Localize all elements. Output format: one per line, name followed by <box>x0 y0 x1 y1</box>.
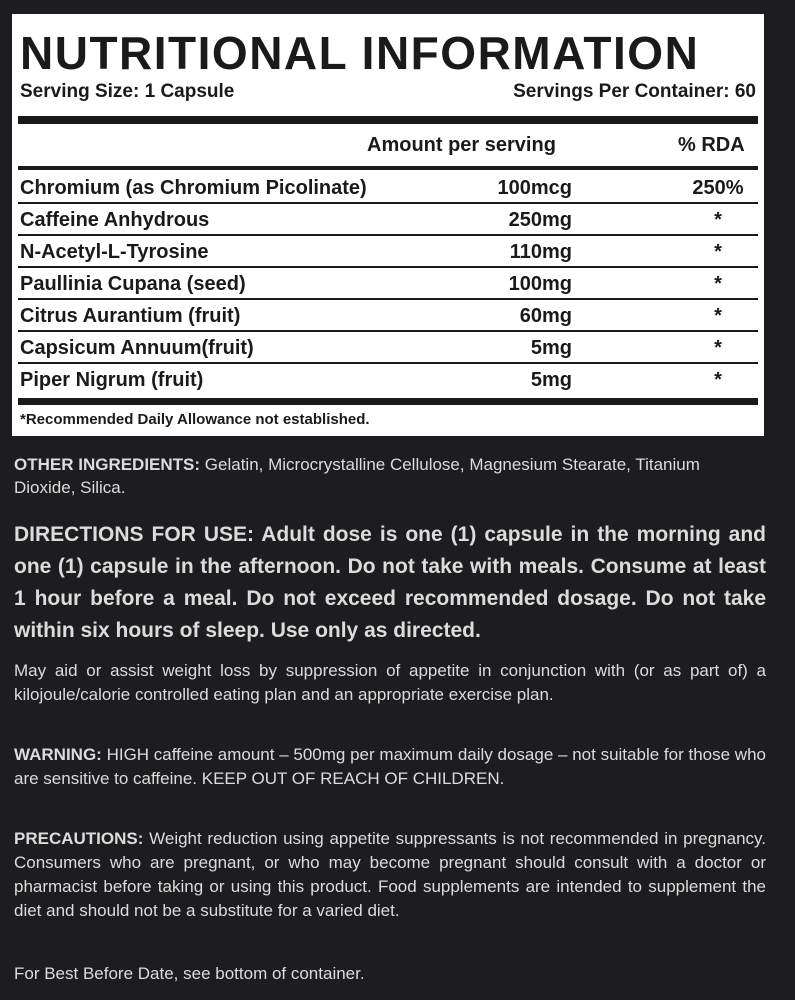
table-row <box>18 300 758 332</box>
table-row <box>18 236 758 268</box>
divider-bottom <box>18 398 758 405</box>
ingredient-rda: 250% <box>692 177 744 199</box>
directions-label: DIRECTIONS FOR USE: <box>14 523 254 546</box>
directions-text: Adult dose is one (1) capsule in the morning and one (1) capsule in the afternoon. Do not take with meals. Consume at least 1 hour before a meal. Do not exceed recommended dosage. Do not take within six hours of sleep. Use only as directed. <box>14 523 766 642</box>
nutrition-panel <box>12 14 764 436</box>
ingredient-name: Piper Nigrum (fruit) <box>20 369 204 391</box>
ingredient-amount: 5mg <box>530 337 572 359</box>
ingredient-name: Citrus Aurantium (fruit) <box>20 305 241 327</box>
directions-for-use <box>14 519 766 647</box>
ingredient-name: Paullinia Cupana (seed) <box>20 273 246 295</box>
table-row <box>18 204 758 236</box>
ingredient-amount: 5mg <box>530 369 572 391</box>
serving-info <box>20 80 756 104</box>
ingredient-name: Caffeine Anhydrous <box>20 209 210 231</box>
ingredient-amount: 110mg <box>509 241 572 263</box>
precautions-text: Weight reduction using appetite suppressants is not recommended in pregnancy. Consumers who are pregnant, or who may become pregnant should consult with a doctor or pharmacist before taking or using this product. Food supplements are intended to supplement the diet and should not be a substitute for a varied diet. <box>14 829 766 920</box>
warning <box>14 743 766 791</box>
panel-title: NUTRITIONAL INFORMATION <box>20 27 700 79</box>
table-row <box>18 268 758 300</box>
ingredient-rda: * <box>714 273 722 295</box>
servings-per-container: Servings Per Container: 60 <box>513 81 756 102</box>
weight-loss-claim: May aid or assist weight loss by suppression of appetite in conjunction with (or as part of) a kilojoule/calorie controlled eating plan and an appropriate exercise plan. <box>14 661 766 704</box>
warning-text: HIGH caffeine amount – 500mg per maximum daily dosage – not suitable for those who are sensitive to caffeine. KEEP OUT OF REACH OF CHILDREN. <box>14 745 766 788</box>
ingredient-name: Capsicum Annuum(fruit) <box>20 337 254 359</box>
table-row <box>18 332 758 364</box>
column-header-amount: Amount per serving <box>367 134 556 156</box>
precautions-label: PRECAUTIONS: <box>14 829 144 848</box>
ingredient-amount: 100mcg <box>497 177 572 199</box>
warning-label: WARNING: <box>14 745 102 764</box>
best-before-note: For Best Before Date, see bottom of container. <box>14 964 365 983</box>
other-ingredients-label: OTHER INGREDIENTS: <box>14 455 201 474</box>
serving-size: Serving Size: 1 Capsule <box>20 81 235 102</box>
divider-medium <box>18 166 758 170</box>
ingredient-amount: 60mg <box>519 305 572 327</box>
ingredient-rda: * <box>714 337 722 359</box>
other-ingredients-text: Gelatin, Microcrystalline Cellulose, Magnesium Stearate, Titanium Dioxide, Silica. <box>14 455 700 497</box>
ingredient-rda: * <box>714 369 722 391</box>
ingredient-name: Chromium (as Chromium Picolinate) <box>20 177 367 199</box>
divider-thick <box>18 116 758 124</box>
ingredient-amount: 250mg <box>508 209 572 231</box>
ingredient-rda: * <box>714 241 722 263</box>
column-header-rda: % RDA <box>678 134 745 156</box>
precautions <box>14 827 766 923</box>
rda-footnote: *Recommended Daily Allowance not established. <box>20 411 370 428</box>
ingredient-name: N-Acetyl-L-Tyrosine <box>20 241 209 263</box>
ingredient-amount: 100mg <box>508 273 572 295</box>
ingredient-rda: * <box>714 305 722 327</box>
ingredient-rda: * <box>714 209 722 231</box>
other-ingredients <box>14 453 766 499</box>
table-row <box>18 172 758 204</box>
table-row <box>18 364 758 396</box>
